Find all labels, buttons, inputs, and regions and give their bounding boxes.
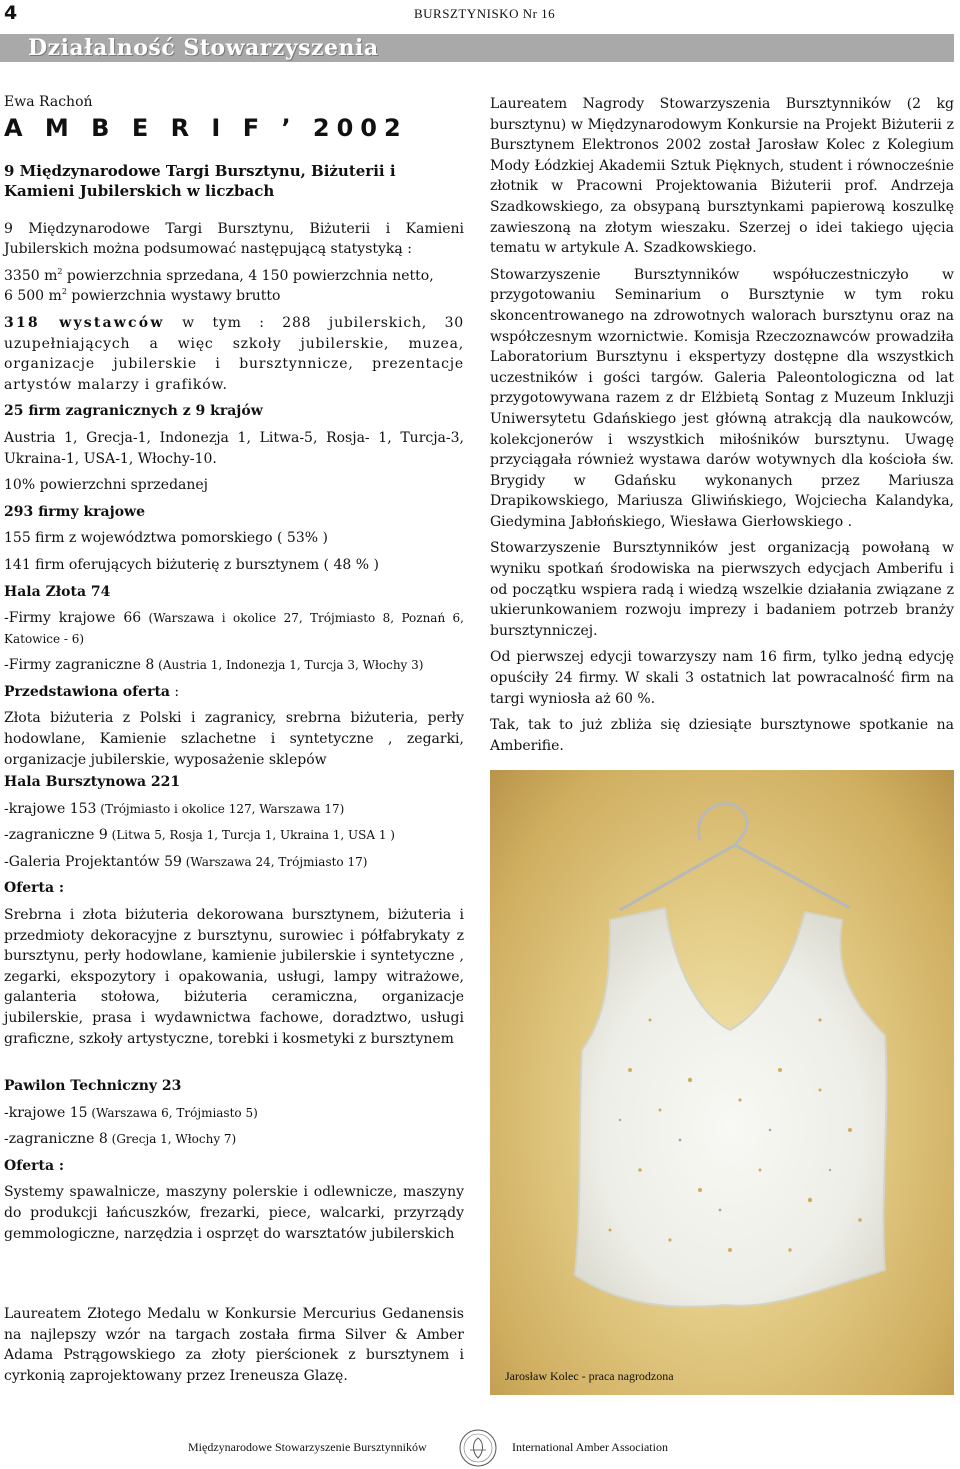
footer-left: Międzynarodowe Stowarzyszenie Bursztynników — [188, 1440, 427, 1454]
domestic-pomorskie: 155 firm z województwa pomorskiego ( 53% ) — [4, 530, 328, 547]
exhibitors-paragraph: 318 wystawców w tym : 288 jubilerskich, 30 uzupełniających a więc szkoły jubilerskie, muzea, organizacje jubilerskie i bursztynnicze, prezentacje artystów malarzy i grafików. — [4, 314, 464, 393]
section-band — [0, 34, 954, 62]
hanger-bar — [620, 845, 850, 910]
left-column-pavilion — [4, 1076, 464, 1250]
left-column-medal — [4, 1304, 464, 1392]
hall-gold-foreign: -Firmy zagraniczne 8 (Austria 1, Indonezja 1, Turcja 3, Włochy 3) — [4, 657, 424, 674]
award-photo — [490, 770, 954, 1395]
article-title: A M B E R I F ’ 2002 — [4, 113, 408, 142]
foreign-share: 10% powierzchni sprzedanej — [4, 477, 209, 494]
hall-gold-offer-text: Złota biżuteria z Polski i zagranicy, srebrna biżuteria, perły hodowlane, Kamienie szlachetne i syntetyczne , zegarki, organizacje jubilerskie, wyposażenie sklepów — [4, 710, 464, 768]
foreign-heading: 25 firm zagranicznych z 9 krajów — [4, 403, 263, 420]
page-number: 4 — [4, 2, 18, 24]
domestic-heading: 293 firmy krajowe — [4, 503, 145, 520]
pavilion-foreign: -zagraniczne 8 (Grecja 1, Włochy 7) — [4, 1131, 237, 1148]
article-subtitle: 9 Międzynarodowe Targi Bursztynu, Biżuterii i Kamieni Jubilerskich w liczbach — [4, 161, 396, 200]
left-column — [4, 92, 464, 776]
pavilion-heading: Pawilon Techniczny 23 — [4, 1078, 182, 1094]
right-paragraph-5: Tak, tak to już zbliża się dziesiąte bursztynowe spotkanie na Amberifie. — [490, 717, 954, 754]
paper-shirt-illustration — [490, 770, 954, 1395]
domestic-jewelry: 141 firm oferujących biżuterię z bursztynem ( 48 % ) — [4, 556, 379, 573]
left-column-amber — [4, 772, 464, 1055]
hall-amber-foreign: -zagraniczne 9 (Litwa 5, Rosja 1, Turcja 1, Ukraina 1, USA 1 ) — [4, 827, 395, 844]
foreign-countries: Austria 1, Grecja-1, Indonezja 1, Litwa-5, Rosja- 1, Turcja-3, Ukraina-1, USA-1, Włochy-10. — [4, 429, 464, 467]
section-title: Działalność Stowarzyszenia — [28, 35, 379, 61]
right-column — [490, 94, 954, 762]
article-author: Ewa Rachoń — [4, 94, 93, 110]
intro-paragraph: 9 Międzynarodowe Targi Bursztynu, Biżuterii i Kamieni Jubilerskich można podsumować następującą statystyką : — [4, 220, 464, 258]
pavilion-offer-text: Systemy spawalnicze, maszyny polerskie i odlewnicze, maszyny do produkcji łańcuszków, frezarki, piece, walcarki, przyrządy gemmologiczne, narzędzia i osprzęt do warsztatów jubilerskich — [4, 1184, 464, 1242]
right-paragraph-4: Od pierwszej edycji towarzyszy nam 16 firm, tylko jedną edycję opuściły 24 firmy. W skali 3 ostatnich lat powracalność firm na targi wyniosła aż 60 %. — [490, 649, 954, 707]
hall-amber-heading: Hala Bursztynowa 221 — [4, 774, 181, 790]
area-net: 3350 $m^2$ powierzchnia sprzedana, 4 150 powierzchnia netto, 6 500 $m^2$ powierzchnia wystawy brutto — [4, 266, 434, 305]
paper-shirt — [575, 908, 886, 1307]
running-head: BURSZTYNISKO Nr 16 — [414, 6, 556, 21]
footer-right: International Amber Association — [512, 1440, 668, 1454]
gold-medal-paragraph: Laureatem Złotego Medalu w Konkursie Mercurius Gedanensis na najlepszy wzór na targach została firma Silver & Amber Adama Pstrągowskiego za złoty pierścionek z bursztynem i cyrkonią zaprojektowany przez Ireneusza Glazę. — [4, 1306, 464, 1384]
pavilion-domestic: -krajowe 15 (Warszawa 6, Trójmiasto 5) — [4, 1104, 258, 1121]
right-paragraph-3: Stowarzyszenie Bursztynników jest organizacją powołaną w wyniku spotkań środowiska na pierwszych edycjach Amberifu i od początku wspiera radą i wiedzą wszelkie działania związane z ukierunkowaniem rozwoju imprezy i badaniem potrzeb branży bursztynniczej. — [490, 540, 954, 639]
right-paragraph-2: Stowarzyszenie Bursztynników współuczestniczyło w przygotowaniu Seminarium o Bursztynie w tym roku skoncentrowanego na zdrowotnych walorach bursztynu oraz na współczesnym wzornictwie. Komisja Rzeczoznawców prowadziła Laboratorium Bursztynu i ekspertyzy dostępne dla wszystkich uczestników i gości targów. Galeria Paleontologiczna od lat przygotowywana razem z dr Elżbietą Sontag z Muzeum Inkluzji Uniwersytetu Gdańskiego jest główną atrakcją dla naukowców, kolekcjonerów i wszystkich miłośników bursztynu. Uwagę przyciągała również wystawa darów wotywnych dla kościoła św. Brygidy w Gdańsku wykonanych przez Mariusza Drapikowskiego, Mariusza Gliwińskiego, Wojciecha Kalandyka, Giedymina Jabłońskiego, Wiesława Gierłowskiego . — [490, 266, 954, 530]
hall-gold-heading: Hala Złota 74 — [4, 583, 111, 600]
hall-amber-offer-text: Srebrna i złota biżuteria dekorowana bursztynem, biżuteria i przedmioty dekoracyjne z bursztynu, surowiec i półfabrykaty z bursztynu, perły hodowlane, kamienie jubilerskie i syntetyczne , zegarki, ekspozytory i opakowania, usługi, lampy witrażowe, galanteria stołowa, biżuteria ceramiczna, organizacje jubilerskie, prasa i wydawnictwa fachowe, doradztwo, usługi graficzne, szkoły artystyczne, torebki i kosmetyki z bursztynem — [4, 906, 464, 1047]
hall-gold-offer-heading: Przedstawiona oferta : — [4, 683, 180, 700]
hall-amber-offer-heading: Oferta : — [4, 880, 65, 897]
association-logo-icon — [458, 1428, 498, 1468]
pavilion-offer-heading: Oferta : — [4, 1157, 65, 1174]
hall-gold-domestic: -Firmy krajowe 66 (Warszawa i okolice 27, Trójmiasto 8, Poznań 6, Katowice - 6) — [4, 610, 464, 646]
hanger-hook — [698, 804, 747, 845]
photo-caption: Jarosław Kolec - praca nagrodzona — [505, 1369, 674, 1383]
hall-amber-gallery: -Galeria Projektantów 59 (Warszawa 24, Trójmiasto 17) — [4, 853, 368, 870]
right-paragraph-1: Laureatem Nagrody Stowarzyszenia Bursztynników (2 kg bursztynu) w Międzynarodowym Konkursie na Projekt Biżuterii z Bursztynem Elektronos 2002 został Jarosław Kolec z Kolegium Mody Łódzkiej Akademii Sztuk Pięknych, student i równocześnie złotnik w Pracowni Projektowania Biżuterii prof. Andrzeja Szadkowskiego, za obsypaną bursztynkami papierową koszulkę zawieszoną na złotym wieszaku. Szerzej o idei takiego ujęcia tematu w artykule A. Szadkowskiego. — [490, 96, 954, 257]
hall-amber-domestic: -krajowe 153 (Trójmiasto i okolice 127, Warszawa 17) — [4, 800, 345, 817]
